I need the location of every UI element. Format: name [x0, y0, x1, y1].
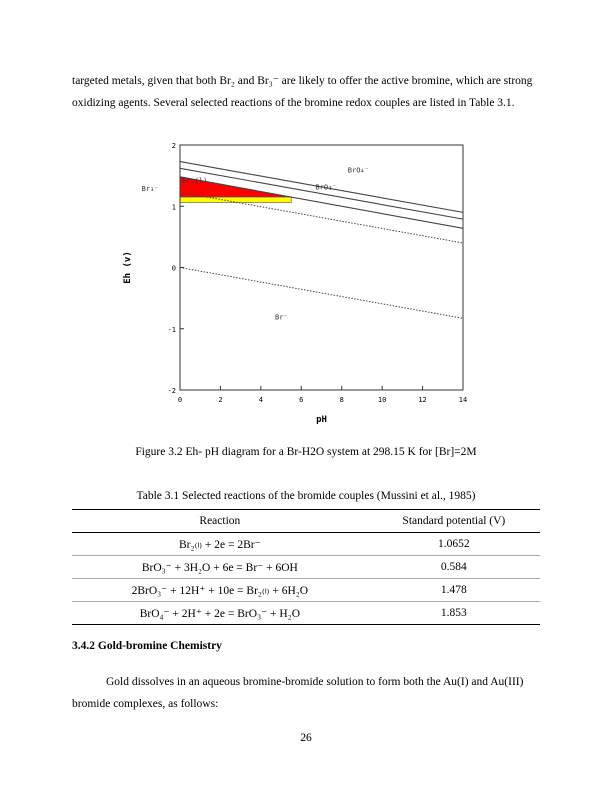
intro-paragraph: [72, 70, 540, 114]
reactions-table: [72, 509, 540, 625]
reaction-cell: BrO₄⁻ + 2H⁺ + 2e = BrO₃⁻ + H₂O: [72, 602, 368, 625]
y-tick-label: -1: [167, 325, 176, 334]
section-heading: 3.4.2 Gold-bromine Chemistry: [72, 640, 222, 652]
annotation-label: BrO₄⁻: [347, 166, 369, 175]
y-tick-label: 2: [171, 142, 176, 150]
x-tick-label: 2: [218, 396, 223, 404]
gold-line-1: Gold dissolves in an aqueous bromine-bromide solution to form both the Au(I) and Au(III): [106, 676, 524, 688]
eh-ph-diagram: [110, 130, 500, 435]
potential-cell: 1.478: [368, 579, 540, 602]
potential-cell: 0.584: [368, 556, 540, 579]
figure-caption: Figure 3.2 Eh- pH diagram for a Br-H2O system at 298.15 K for [Br]=2M: [135, 446, 477, 458]
table-header-row: [72, 510, 540, 533]
intro-line-1: targeted metals, given that both Br₂ and Br₃⁻ are likely to offer the active bromine, which are strong: [72, 75, 533, 87]
region-1: [180, 197, 291, 203]
series-line-4: [180, 268, 463, 319]
table-row: [72, 602, 540, 625]
table-row: [72, 579, 540, 602]
annotation-label: Br₃⁻: [141, 184, 159, 193]
reaction-cell: BrO₃⁻ + 3H₂O + 6e = Br⁻ + 6OH: [72, 556, 368, 579]
annotation-label: Br⁻: [275, 313, 288, 322]
y-tick-label: 1: [171, 203, 176, 212]
x-tick-label: 4: [258, 396, 263, 404]
y-axis-label: Eh (v): [123, 251, 133, 284]
page-number: 26: [300, 732, 312, 744]
potential-cell: 1.853: [368, 602, 540, 625]
x-tick-label: 14: [458, 396, 468, 404]
y-tick-label: -2: [167, 387, 176, 395]
x-tick-label: 12: [418, 396, 427, 404]
header-reaction: Reaction: [72, 510, 368, 533]
y-tick-label: 0: [171, 264, 176, 273]
table-title: Table 3.1 Selected reactions of the bromide couples (Mussini et al., 1985): [136, 490, 476, 502]
header-potential: Standard potential (V): [368, 510, 540, 533]
potential-cell: 1.0652: [368, 533, 540, 556]
table-row: [72, 556, 540, 579]
intro-line-2: oxidizing agents. Several selected reactions of the bromine redox couples are listed in Table 3.1.: [72, 97, 515, 109]
plot-frame: [180, 145, 463, 390]
reaction-cell: 2BrO₃⁻ + 12H⁺ + 10e = Br₂₍ₗ₎ + 6H₂O: [72, 579, 368, 602]
x-tick-label: 8: [339, 396, 344, 404]
x-tick-label: 6: [299, 396, 304, 404]
x-tick-label: 0: [177, 396, 183, 404]
annotation-label: Br₂(l): [182, 176, 208, 185]
x-tick-label: 10: [377, 396, 387, 404]
gold-line-2: bromide complexes, as follows:: [72, 698, 219, 710]
series-line-3: [180, 192, 463, 243]
x-axis-label: pH: [316, 415, 327, 425]
reaction-cell: Br₂₍ₗ₎ + 2e = 2Br⁻: [72, 533, 368, 556]
gold-paragraph: [72, 671, 540, 715]
table-row: [72, 533, 540, 556]
annotation-label: BrO₃⁻: [315, 183, 337, 192]
